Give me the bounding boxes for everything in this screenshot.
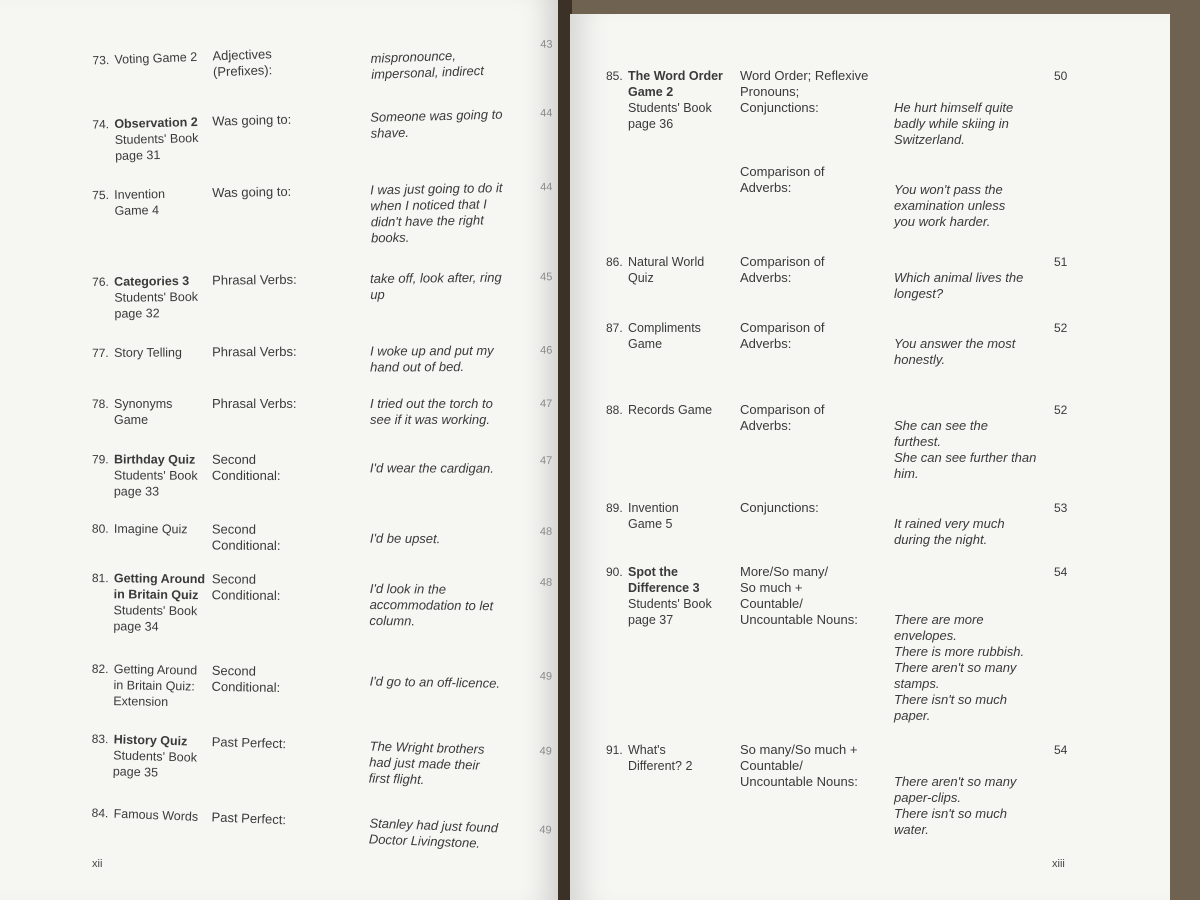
entry-title: Records Game [628,403,713,417]
page-number: 48 [539,576,553,589]
page-number: 54 [1054,565,1068,579]
page-number: 52 [1054,403,1068,417]
example-sentence: I'd wear the cardigan. [369,460,494,476]
entry-title: Famous Words [113,806,199,824]
entry-number: 82. [91,661,109,677]
grammar-point: Phrasal Verbs: [212,396,297,411]
contents-entry [0,565,560,634]
contents-entry [0,655,560,710]
entry-title: Getting Around in Britain Quiz: Extension [113,662,198,710]
page-number: 44 [540,181,553,194]
students-book-reference: Students' Book page 31 [114,131,199,164]
contents-entry [0,516,560,554]
page-number: 47 [540,398,553,410]
example-sentence: There aren't so many paper-clips. There isn't so much water. [894,774,1017,837]
example-sentence: I tried out the torch to see if it was working. [370,396,493,427]
page-number: 53 [1054,501,1068,515]
entry-number: 77. [92,345,109,360]
grammar-point: Adjectives (Prefixes): [212,46,273,80]
contents-entry [0,265,560,321]
grammar-point: Comparison of Adverbs: [740,402,825,433]
entry-title: Imagine Quiz [113,521,188,537]
grammar-point: More/So many/ So much + Countable/ Uncountable Nouns: [740,564,858,627]
students-book-reference: Students' Book page 34 [113,603,198,634]
entry-number: 88. [606,403,623,417]
entry-title: Birthday Quiz [113,452,196,467]
entry-title: Observation 2 [114,115,198,132]
example-sentence-secondary: You won't pass the examination unless you work harder. [894,182,1006,229]
example-sentence: There are more envelopes. There is more rubbish. There aren't so many stamps. There isn't so much paper. [894,612,1025,723]
entry-title: Compliments Game [628,321,701,351]
entry-number: 89. [606,501,623,515]
grammar-point: Second Conditional: [211,451,281,484]
page-number: 51 [1054,255,1068,269]
entry-number: 76. [92,274,109,289]
page-number: 43 [540,38,553,51]
grammar-point: Second Conditional: [211,571,281,604]
entry-number: 79. [91,452,109,467]
entry-number: 75. [92,187,110,203]
example-sentence: You answer the most honestly. [894,336,1016,367]
entry-title: Invention Game 4 [114,187,166,218]
entry-number: 81. [91,571,109,586]
page-number: 49 [539,670,553,683]
grammar-point: Comparison of Adverbs: [740,320,825,351]
grammar-point: Was going to: [212,183,292,201]
example-sentence: Which animal lives the longest? [894,270,1024,301]
example-sentence: I woke up and put my hand out of bed. [370,342,494,375]
contents-entry [0,447,560,499]
example-sentence: Stanley had just found Doctor Livingstone. [368,815,499,851]
grammar-point-secondary: Comparison of Adverbs: [740,164,825,195]
grammar-point: Past Perfect: [211,809,287,828]
entry-number: 90. [606,565,623,579]
contents-entry [0,32,560,82]
grammar-point: So many/So much + Countable/ Uncountable Nouns: [740,742,858,789]
grammar-point: Second Conditional: [211,521,281,554]
entry-number: 86. [606,255,623,269]
entry-number: 87. [606,321,623,335]
example-sentence: The Wright brothers had just made their first flight. [368,738,485,788]
students-book-reference: Students' Book page 36 [628,101,712,131]
students-book-reference: Students' Book page 35 [112,748,198,780]
entry-number: 73. [92,52,110,68]
page-number: 49 [539,745,552,758]
example-sentence: She can see the furthest. She can see further than him. [894,418,1037,481]
entry-title: Invention Game 5 [628,501,679,531]
students-book-reference: Students' Book page 33 [113,468,198,499]
contents-entry [0,797,560,851]
grammar-point: Phrasal Verbs: [212,343,297,360]
entry-title: What's Different? 2 [628,743,693,773]
example-sentence: mispronounce, impersonal, indirect [370,47,485,82]
page-number: 50 [1054,69,1068,83]
example-sentence: He hurt himself quite badly while skiing in Switzerland. [894,100,1014,147]
entry-title: Story Telling [114,345,182,360]
left-page [0,0,560,900]
entry-title: Natural World Quiz [628,255,705,285]
contents-entry [0,175,560,246]
page-number: 45 [540,271,553,284]
entry-title: Synonyms Game [114,397,173,427]
page-number: 54 [1054,743,1068,757]
entry-number: 80. [91,521,109,536]
grammar-point: Conjunctions: [740,500,819,515]
grammar-point: Word Order; Reflexive Pronouns; Conjunctions: [740,68,869,115]
page-number: 46 [540,344,553,357]
entry-title: Categories 3 [114,273,190,289]
entry-number: 74. [92,117,110,132]
contents-entry [0,339,560,375]
grammar-point: Past Perfect: [211,734,287,752]
example-sentence: I'd go to an off-licence. [369,673,501,691]
left-page-folio: xii [92,858,103,870]
page-number: 48 [539,525,553,538]
grammar-point: Was going to: [212,111,292,129]
example-sentence: I'd look in the accommodation to let column. [369,580,494,629]
right-page [570,14,1170,900]
entry-title: Getting Around in Britain Quiz [113,571,206,603]
entry-number: 91. [606,743,623,757]
example-sentence: Someone was going to shave. [370,106,503,141]
grammar-point: Second Conditional: [211,662,281,696]
entry-title: Spot the Difference 3 [628,565,700,595]
example-sentence: I was just going to do it when I noticed that I didn't have the right books. [370,180,503,246]
page-number: 52 [1054,321,1068,335]
entry-number: 83. [91,731,109,747]
grammar-point: Comparison of Adverbs: [740,254,825,285]
entry-title: Voting Game 2 [114,49,198,67]
students-book-reference: Students' Book page 37 [628,597,712,627]
right-page-folio: xiii [1052,858,1065,870]
example-sentence: take off, look after, ring up [370,269,502,303]
page-number: 49 [539,823,552,837]
contents-entry [0,101,560,164]
page-number: 47 [539,454,553,467]
entry-number: 85. [606,69,623,83]
contents-entry [0,724,560,788]
entry-title: History Quiz [113,732,188,749]
students-book-reference: Students' Book page 32 [114,289,199,321]
page-number: 44 [540,107,553,120]
example-sentence: I'd be upset. [369,530,441,547]
entry-number: 84. [91,805,109,821]
grammar-point: Phrasal Verbs: [212,271,297,288]
entry-number: 78. [92,397,109,411]
example-sentence: It rained very much during the night. [894,516,1005,547]
entry-title: The Word Order Game 2 [628,69,723,99]
